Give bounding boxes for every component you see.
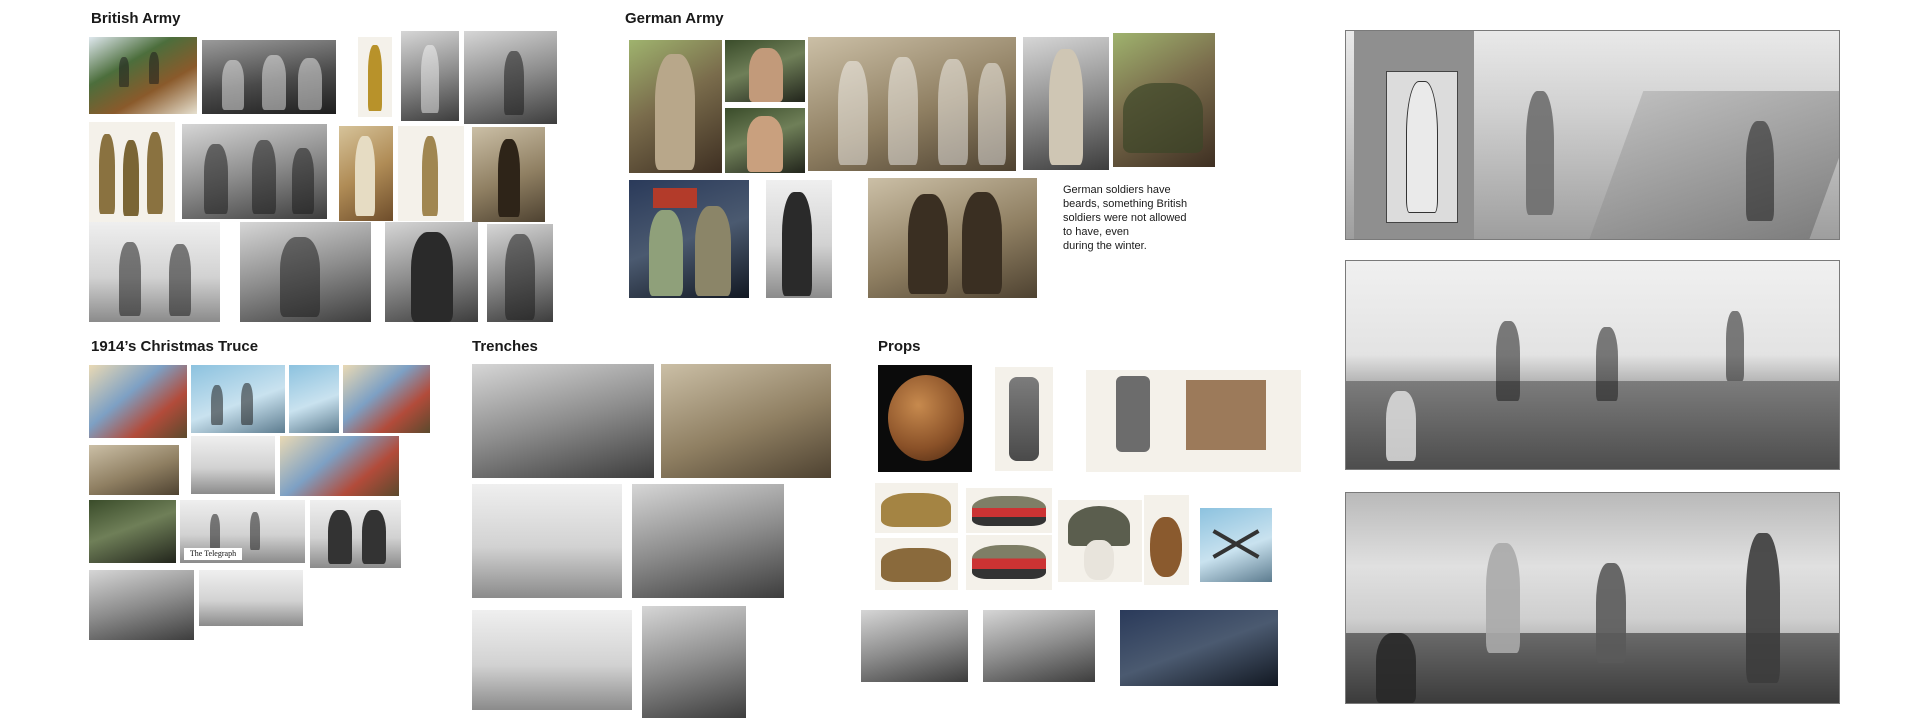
section-title-christmas-truce: 1914’s Christmas Truce	[91, 338, 259, 355]
reference-photo	[339, 126, 393, 221]
reference-photo	[487, 224, 553, 322]
note-line: German soldiers have	[1063, 184, 1171, 196]
canteen-prop	[1144, 495, 1189, 585]
reference-photo	[808, 37, 1016, 171]
note-line: beards, something British	[1063, 198, 1188, 210]
reference-photo	[191, 436, 275, 494]
note-line: soldiers were not allowed	[1063, 212, 1187, 224]
reference-photo	[1120, 610, 1278, 686]
reference-photo	[240, 222, 371, 322]
reference-photo	[661, 364, 831, 478]
reference-photo	[642, 606, 746, 718]
reference-photo	[1113, 33, 1215, 167]
cap-prop	[966, 535, 1052, 590]
section-title-trenches: Trenches	[472, 338, 538, 355]
cap-prop	[875, 483, 958, 533]
reference-photo	[182, 124, 327, 219]
reference-photo	[89, 445, 179, 495]
newspaper-caption: The Telegraph	[184, 548, 242, 560]
section-title-british-army: British Army	[91, 10, 181, 27]
reference-photo	[401, 31, 459, 121]
lantern-prop	[995, 367, 1053, 471]
reference-photo	[983, 610, 1095, 682]
reference-photo	[89, 122, 175, 224]
reference-photo	[464, 31, 557, 124]
reference-photo	[358, 37, 392, 117]
reference-photo	[766, 180, 832, 298]
cap-prop	[966, 488, 1052, 533]
reference-photo	[89, 570, 194, 640]
reference-photo	[89, 365, 187, 438]
section-title-props: Props	[878, 338, 921, 355]
reference-photo	[629, 40, 722, 173]
storyboard-panel-1	[1345, 30, 1840, 240]
reference-photo	[310, 500, 401, 568]
reference-photo	[398, 126, 464, 221]
note-line: during the winter.	[1063, 240, 1147, 252]
note-line: to have, even	[1063, 226, 1130, 238]
reference-photo	[289, 365, 339, 433]
reference-photo	[472, 364, 654, 478]
cap-prop	[875, 538, 958, 590]
prop-collection	[1086, 370, 1301, 472]
football-prop	[878, 365, 972, 472]
reference-photo	[280, 436, 399, 496]
reference-photo	[472, 610, 632, 710]
reference-photo	[472, 484, 622, 598]
helmet-prop	[1058, 500, 1142, 582]
reference-photo	[89, 500, 176, 563]
reference-photo	[725, 40, 805, 102]
reference-photo	[385, 222, 478, 322]
section-title-german-army: German Army	[625, 10, 724, 27]
reference-photo	[202, 40, 336, 114]
reference-photo	[861, 610, 968, 682]
storyboard-panel-3	[1345, 492, 1840, 704]
reference-photo	[89, 37, 197, 114]
reference-photo	[199, 570, 303, 626]
german-army-note	[1063, 183, 1213, 253]
storyboard-panel-2	[1345, 260, 1840, 470]
reference-photo	[89, 222, 220, 322]
reference-photo	[1023, 37, 1109, 170]
barbed-wire-obstacle-prop	[1200, 508, 1272, 582]
reference-photo	[629, 180, 749, 298]
reference-photo	[191, 365, 285, 433]
reference-photo	[180, 500, 305, 563]
reference-photo	[472, 127, 545, 222]
reference-photo	[868, 178, 1037, 298]
reference-photo	[343, 365, 430, 433]
reference-photo	[725, 108, 805, 173]
reference-photo	[632, 484, 784, 598]
